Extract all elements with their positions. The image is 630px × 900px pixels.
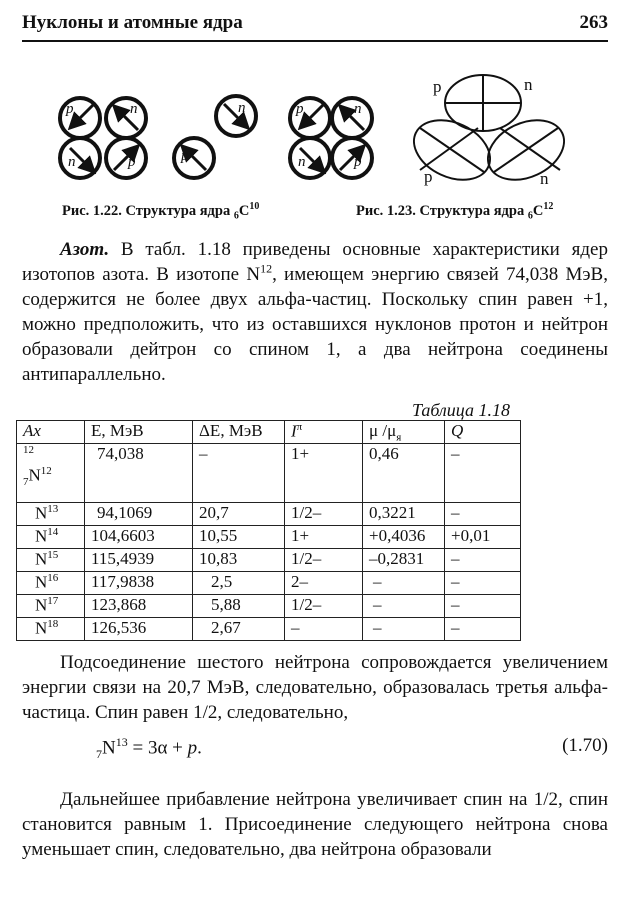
nucleon-label: p	[181, 148, 189, 164]
table-cell: –0,2831	[363, 549, 445, 572]
header-cell: Ax	[17, 421, 85, 444]
table-cell: $N^{18}$	[17, 618, 85, 641]
header-cell: ΔE, МэВ	[193, 421, 285, 444]
fig123-label: p	[424, 167, 433, 186]
fig123-label: n	[524, 75, 533, 94]
table-row	[17, 503, 521, 526]
table-cell: $N^{15}$	[17, 549, 85, 572]
table-row	[17, 444, 521, 503]
table-cell: 1/2–	[285, 595, 363, 618]
figures-drawing	[0, 0, 630, 200]
table-cell: 5,88	[193, 595, 285, 618]
header-cell: E, МэВ	[85, 421, 193, 444]
table-cell: $^{12}$ $_7N^{12}$	[17, 444, 85, 503]
table-cell: 115,4939	[85, 549, 193, 572]
table-cell: –	[363, 572, 445, 595]
table-cell: 104,6603	[85, 526, 193, 549]
formula: $_7N^{13} = 3\alpha + p$.	[96, 735, 202, 762]
header-cell: Q	[445, 421, 521, 444]
table-cell: –	[193, 444, 285, 503]
table-cell: 117,9838	[85, 572, 193, 595]
nucleon-label: n	[298, 154, 306, 170]
table-cell: 10,55	[193, 526, 285, 549]
table-caption: Таблица 1.18	[411, 400, 510, 420]
body-paragraph: Азот. В табл. 1.18 приведены основные характеристики ядер изотопов азота. В изотопе $N^{12}$, имеющем энергию связей 74,038 МэВ, содержится не более двух альфа-частиц. Поскольку спин равен +1, можно предположить, что из оставшихся нуклонов протон и нейтрон образовали дейтрон со спином 1, а два нейтрона соединены антипараллельно.	[22, 239, 608, 385]
table-cell: –	[445, 618, 521, 641]
nucleon-label: p	[296, 101, 304, 117]
table-cell: –	[363, 618, 445, 641]
figure-caption: Рис. 1.23. Структура ядра $_6C^{12}$	[356, 201, 554, 222]
table-cell: +0,01	[445, 526, 521, 549]
table-cell: 20,7	[193, 503, 285, 526]
table-cell: –	[445, 503, 521, 526]
body-paragraph: Подсоединение шестого нейтрона сопровождается увеличением энергии связи на 20,7 МэВ, следовательно, образовалась третья альфа-частица. Спин равен 1/2, следовательно,	[22, 652, 608, 723]
table-cell: –	[445, 444, 521, 503]
header-cell: μ $/\mu_я$	[363, 421, 445, 444]
table-cell: 2,5	[193, 572, 285, 595]
table-cell: $N^{17}$	[17, 595, 85, 618]
spin-arrow	[72, 104, 94, 126]
table-cell: 1/2–	[285, 549, 363, 572]
nucleon-label: n	[68, 154, 76, 170]
body-paragraph: Дальнейшее прибавление нейтрона увеличивает спин на 1/2, спин становится равным 1. Присоединение следующего нейтрона снова уменьшает спин, следовательно, два нейтрона образовали	[22, 789, 608, 860]
table-cell: 1+	[285, 444, 363, 503]
figure-caption: Рис. 1.22. Структура ядра $_6C^{10}$	[62, 201, 260, 222]
fig123-label: n	[540, 169, 549, 188]
table-cell: 2–	[285, 572, 363, 595]
table-header-row	[17, 421, 521, 444]
nucleon-label: p	[66, 101, 74, 117]
table-cell: +0,4036	[363, 526, 445, 549]
nucleon-label: n	[354, 101, 362, 117]
table-cell: 2,67	[193, 618, 285, 641]
table-row	[17, 572, 521, 595]
table-cell: –	[445, 572, 521, 595]
equation-number: (1.70)	[562, 735, 608, 756]
table-cell: –	[445, 549, 521, 572]
nucleon-label: p	[354, 154, 362, 170]
table-row	[17, 595, 521, 618]
table-cell: 126,536	[85, 618, 193, 641]
table-cell: 1/2–	[285, 503, 363, 526]
table-cell: 1+	[285, 526, 363, 549]
nucleon-label: n	[238, 100, 246, 116]
table-cell: –	[363, 595, 445, 618]
running-title: Нуклоны и атомные ядра	[22, 12, 243, 33]
table-row	[17, 526, 521, 549]
table-cell: 0,3221	[363, 503, 445, 526]
data-table	[16, 420, 521, 641]
table-cell: 10,83	[193, 549, 285, 572]
table-cell: 0,46	[363, 444, 445, 503]
table-row	[17, 618, 521, 641]
table-cell: $N^{14}$	[17, 526, 85, 549]
nucleon-label: p	[128, 154, 136, 170]
table-cell: 123,868	[85, 595, 193, 618]
table-cell: –	[285, 618, 363, 641]
fig123-label: p	[433, 77, 442, 96]
table-cell: $N^{16}$	[17, 572, 85, 595]
table-cell: 74,038	[85, 444, 193, 503]
table-row	[17, 549, 521, 572]
page-number: 263	[579, 12, 608, 33]
table-cell: –	[445, 595, 521, 618]
spin-arrow	[302, 104, 324, 126]
nucleon-label: n	[130, 101, 138, 117]
table-cell: 94,1069	[85, 503, 193, 526]
table-cell: $N^{13}$	[17, 503, 85, 526]
header-cell: $I^\pi$	[285, 421, 363, 444]
